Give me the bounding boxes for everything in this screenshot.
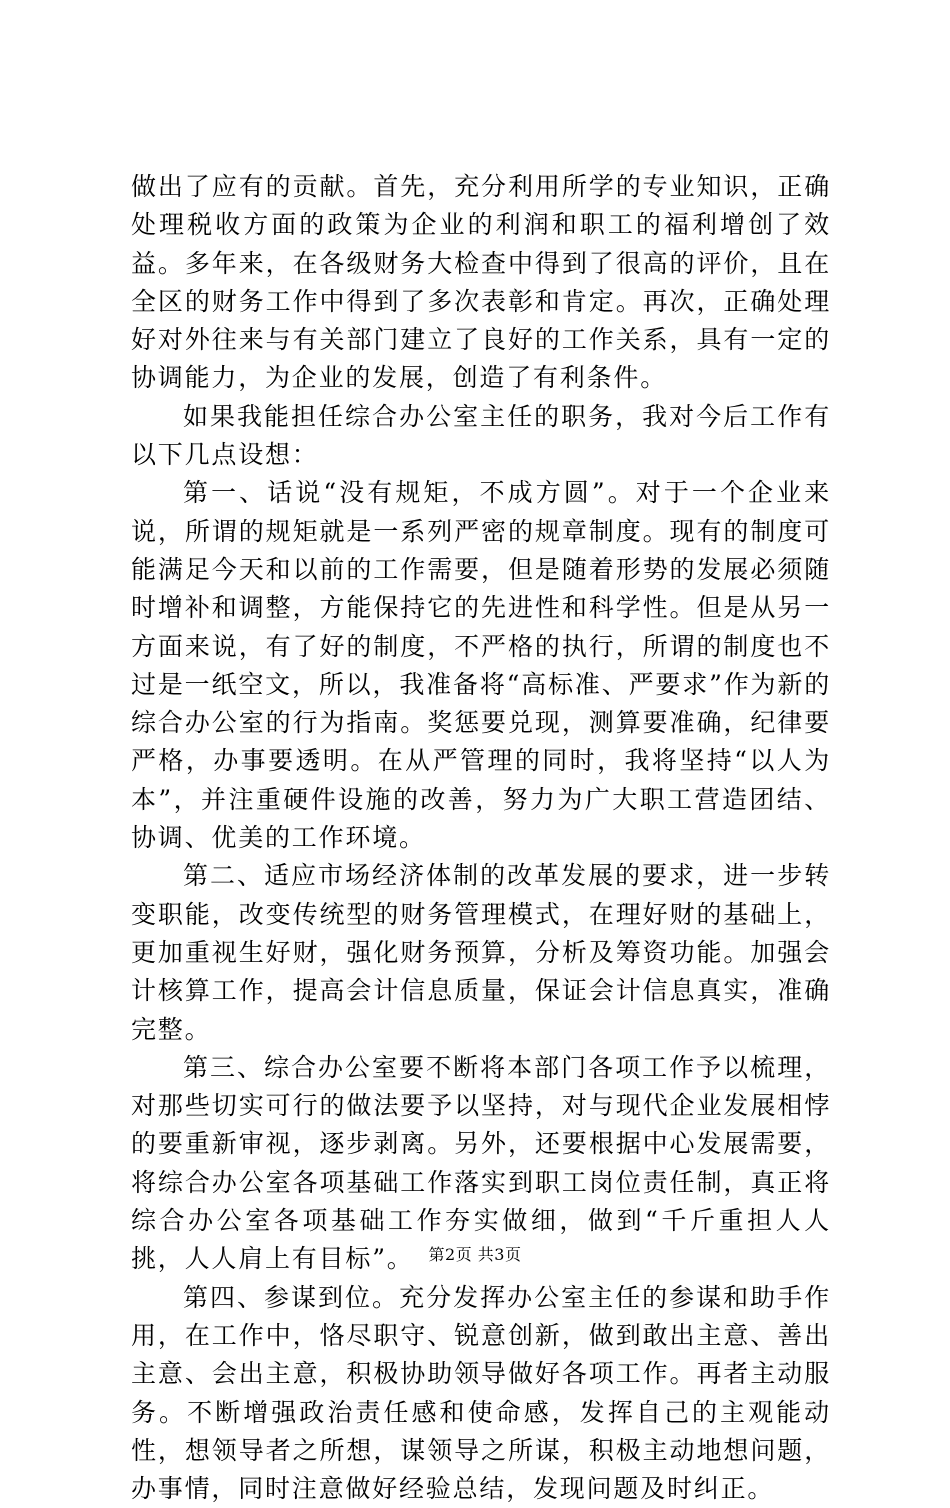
paragraph-point-three: 第三、综合办公室要不断将本部门各项工作予以梳理，对那些切实可行的做法要予以坚持，对与现代企业发展相悖的要重新审视，逐步剥离。另外，还要根据中心发展需要，将综合办公室各项基础工作落实到职工岗位责任制，真正将综合办公室各项基础工作夯实做细，做到“千斤重担人人挑，人人肩上有目标”。 xyxy=(131,1052,831,1274)
page-number-footer: 第2页 共3页 xyxy=(428,1245,522,1264)
paragraph-point-four: 第四、参谋到位。充分发挥办公室主任的参谋和助手作用，在工作中，恪尽职守、锐意创新，做到敢出主意、善出主意、会出主意，积极协助领导做好各项工作。再者主动服务。不断增强政治责任感和使命感，发挥自己的主观能动性，想领导者之所想，谋领导之所谋，积极主动地想问题，办事情，同时注意做好经验总结，发现问题及时纠正。 xyxy=(131,1282,831,1504)
paragraph-intro-plans: 如果我能担任综合办公室主任的职务，我对今后工作有以下几点设想： xyxy=(131,401,831,470)
paragraph-continuation: 做出了应有的贡献。首先，充分利用所学的专业知识，正确处理税收方面的政策为企业的利润和职工的福利增创了效益。多年来，在各级财务大检查中得到了很高的评价，且在全区的财务工作中得到了多次表彰和肯定。再次，正确处理好对外往来与有关部门建立了良好的工作关系，具有一定的协调能力，为企业的发展，创造了有利条件。 xyxy=(131,172,831,393)
paragraph-point-one: 第一、话说“没有规矩，不成方圆”。对于一个企业来说，所谓的规矩就是一系列严密的规章制度。现有的制度可能满足今天和以前的工作需要，但是随着形势的发展必须随时增补和调整，方能保持它的先进性和科学性。但是从另一方面来说，有了好的制度，不严格的执行，所谓的制度也不过是一纸空文，所以，我准备将“高标准、严要求”作为新的综合办公室的行为指南。奖惩要兑现，测算要准确，纪律要严格，办事要透明。在从严管理的同时，我将坚持“以人为本”，并注重硬件设施的改善，努力为广大职工营造团结、协调、优美的工作环境。 xyxy=(131,478,831,853)
paragraph-point-two: 第二、适应市场经济体制的改革发展的要求，进一步转变职能，改变传统型的财务管理模式，在理好财的基础上，更加重视生好财，强化财务预算，分析及筹资功能。加强会计核算工作，提高会计信息质量，保证会计信息真实，准确完整。 xyxy=(131,861,831,1044)
document-body xyxy=(131,168,831,1508)
